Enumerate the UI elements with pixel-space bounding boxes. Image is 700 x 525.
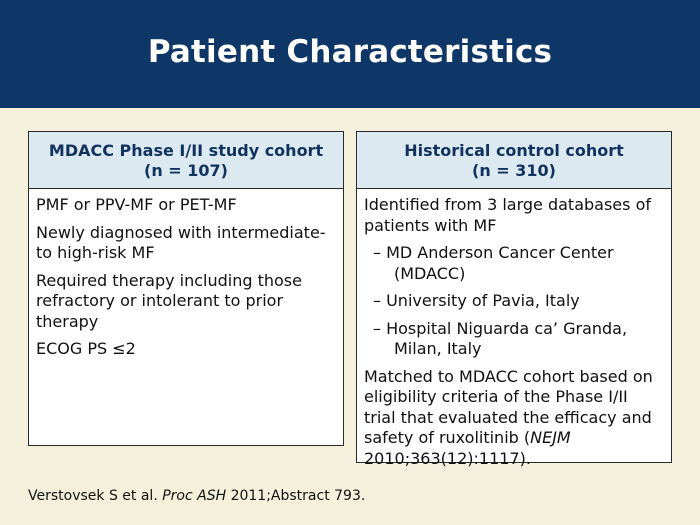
study-cohort-heading-line2: (n = 107)	[144, 161, 228, 180]
study-cohort-item: Required therapy including those refractory or intolerant to prior therapy	[36, 270, 302, 331]
slide-title: Patient Characteristics	[147, 34, 553, 70]
study-cohort-item: Newly diagnosed with intermediate- to high-risk MF	[36, 222, 326, 262]
matching-note-journal: NEJM	[530, 428, 571, 447]
historical-cohort-heading-line2: (n = 310)	[472, 161, 556, 180]
citation-journal: Proc ASH	[162, 488, 227, 504]
study-cohort-body	[29, 189, 343, 375]
study-cohort-item: ECOG PS ≤2	[36, 339, 136, 358]
database-item: – University of Pavia, Italy	[373, 291, 580, 310]
historical-cohort-heading-line1: Historical control cohort	[404, 141, 624, 160]
matching-note-text: Matched to MDACC cohort based on eligibility criteria of the Phase I/II trial that evaluated the efficacy and safety of ruxolitinib (	[364, 366, 653, 447]
citation-authors: Verstovsek S et al.	[28, 488, 163, 504]
historical-cohort-body	[357, 189, 671, 484]
historical-cohort-intro: Identified from 3 large databases of patients with MF	[364, 195, 651, 235]
database-item: – Hospital Niguarda ca’ Granda, Milan, Italy	[373, 318, 628, 358]
historical-cohort-heading	[357, 132, 671, 189]
matching-note-reference: 2010;363(12):1117).	[364, 448, 531, 468]
study-cohort-heading	[29, 132, 343, 189]
study-cohort-box	[28, 131, 344, 446]
citation-footer	[28, 488, 365, 504]
title-banner	[0, 0, 700, 108]
study-cohort-heading-line1: MDACC Phase I/II study cohort	[48, 141, 324, 160]
database-item: – MD Anderson Cancer Center (MDACC)	[373, 243, 614, 283]
historical-cohort-box	[356, 131, 672, 468]
matching-note	[364, 367, 663, 470]
citation-reference: 2011;Abstract 793.	[226, 488, 366, 504]
study-cohort-item: PMF or PPV-MF or PET-MF	[36, 195, 237, 214]
